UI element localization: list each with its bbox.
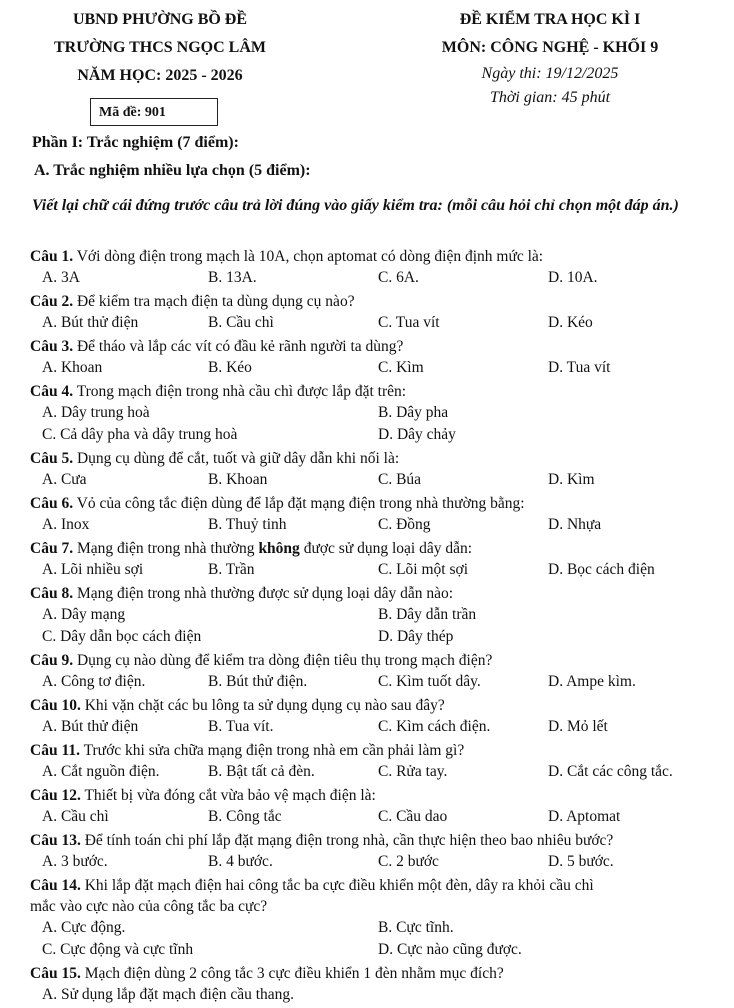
option-d: D. Kéo — [548, 314, 593, 331]
option-d: D. 5 bước. — [548, 853, 614, 870]
school-year: NĂM HỌC: 2025 - 2026 — [77, 67, 243, 84]
question-text: Mạng điện trong nhà thường được sử dụng loại dây dẫn nào: — [76, 585, 454, 602]
option-c: C. 2 bước — [378, 853, 439, 870]
option-d: D. Ampe kìm. — [548, 673, 636, 690]
question-text: Trước khi sửa chữa mạng điện trong nhà em cần phải làm gì? — [83, 742, 465, 759]
question-15 — [30, 963, 720, 1006]
option-a: A. Khoan — [42, 359, 103, 376]
option-c: C. Rửa tay. — [378, 763, 448, 780]
option-c: C. 6A. — [378, 269, 419, 286]
question-number: Câu 6. — [30, 495, 74, 512]
question-12 — [30, 785, 720, 828]
option-a: A. Dây mạng — [42, 606, 126, 623]
question-1 — [30, 246, 720, 289]
question-number: Câu 7. — [30, 540, 74, 557]
question-7 — [30, 538, 720, 581]
option-d: D. Dây chảy — [378, 426, 456, 443]
exam-duration: Thời gian: 45 phút — [489, 89, 611, 106]
option-d: D. Cực nào cũng được. — [378, 941, 522, 958]
question-14 — [30, 875, 720, 961]
question-13 — [30, 830, 720, 873]
option-c: C. Búa — [378, 471, 422, 488]
question-11 — [30, 740, 720, 783]
option-b: B. Cực tĩnh. — [378, 919, 454, 936]
question-number: Câu 14. — [30, 877, 81, 894]
exam-title: ĐỀ KIỂM TRA HỌC KÌ I — [459, 11, 641, 28]
option-d: D. 10A. — [548, 269, 598, 286]
option-d: D. Dây thép — [378, 628, 454, 645]
option-c: C. Dây dẫn bọc cách điện — [42, 628, 202, 645]
ward-name: UBND PHƯỜNG BỒ ĐỀ — [72, 11, 248, 28]
exam-code: Mã đề: 901 — [90, 98, 218, 126]
question-number: Câu 8. — [30, 585, 74, 602]
option-d: D. Tua vít — [548, 359, 611, 376]
option-d: D. Aptomat — [548, 808, 621, 825]
option-c: C. Cầu dao — [378, 808, 448, 825]
question-8 — [30, 583, 720, 648]
option-b: B. Bút thử điện. — [208, 673, 308, 690]
option-a: A. 3 bước. — [42, 853, 108, 870]
option-c: C. Tua vít — [378, 314, 440, 331]
option-c: C. Kìm — [378, 359, 424, 376]
question-number: Câu 5. — [30, 450, 74, 467]
question-text: Dụng cụ nào dùng để kiểm tra dòng điện tiêu thụ trong mạch điện? — [76, 652, 493, 669]
question-text: Mạng điện trong nhà thường — [76, 540, 259, 557]
school-name: TRƯỜNG THCS NGỌC LÂM — [53, 39, 266, 56]
option-c: C. Đồng — [378, 516, 431, 533]
exam-subject: MÔN: CÔNG NGHỆ - KHỐI 9 — [441, 39, 659, 56]
option-a: A. Cực động. — [42, 919, 126, 936]
option-b: B. 4 bước. — [208, 853, 273, 870]
option-c: C. Kìm cách điện. — [378, 718, 491, 735]
question-text: Thiết bị vừa đóng cắt vừa bảo vệ mạch điện là: — [84, 787, 376, 804]
option-a: A. Cắt nguồn điện. — [42, 763, 160, 780]
question-4 — [30, 381, 720, 446]
question-10 — [30, 695, 720, 738]
question-6 — [30, 493, 720, 536]
option-a: A. Inox — [42, 516, 90, 533]
question-5 — [30, 448, 720, 491]
question-text: Vỏ của công tắc điện dùng để lắp đặt mạng điện trong nhà thường bằng: — [76, 495, 525, 512]
option-c: C. Cả dây pha và dây trung hoà — [42, 426, 238, 443]
question-text-continued: mắc vào cực nào của công tắc ba cực? — [30, 898, 268, 915]
question-9 — [30, 650, 720, 693]
option-d: D. Kìm — [548, 471, 595, 488]
option-b: B. Dây pha — [378, 404, 449, 421]
question-text: Khi lắp đặt mạch điện hai công tắc ba cực điều khiển một đèn, dây ra khỏi cầu chì — [84, 877, 594, 894]
option-a: A. Dây trung hoà — [42, 404, 150, 421]
question-text: Để tính toán chi phí lắp đặt mạng điện trong nhà, cần thực hiện theo bao nhiêu bước? — [84, 832, 614, 849]
option-b: B. Thuỷ tinh — [208, 516, 287, 533]
exam-date: Ngày thi: 19/12/2025 — [481, 65, 619, 82]
option-d: D. Nhựa — [548, 516, 602, 533]
question-text-emphasis: không — [258, 540, 300, 557]
question-number: Câu 1. — [30, 248, 74, 265]
question-text: được sử dụng loại dây dẫn: — [299, 540, 473, 557]
option-b: B. Khoan — [208, 471, 268, 488]
question-text: Để kiểm tra mạch điện ta dùng dụng cụ nào? — [76, 293, 355, 310]
question-number: Câu 9. — [30, 652, 74, 669]
option-a: A. Bút thử điện — [42, 718, 139, 735]
question-2 — [30, 291, 720, 334]
option-b: B. 13A. — [208, 269, 257, 286]
question-number: Câu 2. — [30, 293, 74, 310]
question-3 — [30, 336, 720, 379]
option-b: B. Công tắc — [208, 808, 282, 825]
question-text: Để tháo và lắp các vít có đầu kẻ rãnh người ta dùng? — [76, 338, 404, 355]
question-number: Câu 13. — [30, 832, 81, 849]
option-a: A. 3A — [42, 269, 80, 286]
question-number: Câu 3. — [30, 338, 74, 355]
section-a-heading: A. Trắc nghiệm nhiều lựa chọn (5 điểm): — [34, 162, 311, 179]
school-header — [10, 6, 310, 90]
option-b: B. Kéo — [208, 359, 252, 376]
option-d: D. Cắt các công tắc. — [548, 763, 673, 780]
option-b: B. Trần — [208, 561, 255, 578]
option-c: C. Lõi một sợi — [378, 561, 469, 578]
question-text: Khi vặn chặt các bu lông ta sử dụng dụng cụ nào sau đây? — [84, 697, 445, 714]
option-a: A. Lõi nhiều sợi — [42, 561, 144, 578]
option-a: A. Bút thử điện — [42, 314, 139, 331]
question-number: Câu 4. — [30, 383, 74, 400]
option-b: B. Tua vít. — [208, 718, 274, 735]
option-b: B. Dây dẫn trần — [378, 606, 477, 623]
question-number: Câu 12. — [30, 787, 81, 804]
option-d: D. Mỏ lết — [548, 718, 608, 735]
option-b: B. Bật tất cả đèn. — [208, 763, 315, 780]
option-a: A. Cầu chì — [42, 808, 109, 825]
question-number: Câu 10. — [30, 697, 81, 714]
option-d: D. Bọc cách điện — [548, 561, 655, 578]
exam-header — [380, 6, 720, 110]
part-1-heading: Phần I: Trắc nghiệm (7 điểm): — [32, 134, 239, 151]
question-text: Với dòng điện trong mạch là 10A, chọn aptomat có dòng điện định mức là: — [76, 248, 544, 265]
option-a: A. Sử dụng lắp đặt mạch điện cầu thang. — [42, 986, 295, 1003]
option-c: C. Cực động và cực tĩnh — [42, 941, 194, 958]
option-b: B. Cầu chì — [208, 314, 274, 331]
option-a: A. Cưa — [42, 471, 87, 488]
question-text: Mạch điện dùng 2 công tắc 3 cực điều khiển 1 đèn nhằm mục đích? — [84, 965, 504, 982]
option-c: C. Kìm tuốt dây. — [378, 673, 481, 690]
option-a: A. Công tơ điện. — [42, 673, 146, 690]
question-number: Câu 11. — [30, 742, 80, 759]
question-text: Dụng cụ dùng để cắt, tuốt và giữ dây dẫn khi nối là: — [76, 450, 400, 467]
question-text: Trong mạch điện trong nhà cầu chì được lắp đặt trên: — [76, 383, 407, 400]
instruction: Viết lại chữ cái đứng trước câu trả lời đúng vào giấy kiểm tra: (mỗi câu hỏi chỉ chọn một đáp án.) — [32, 197, 679, 214]
question-number: Câu 15. — [30, 965, 81, 982]
